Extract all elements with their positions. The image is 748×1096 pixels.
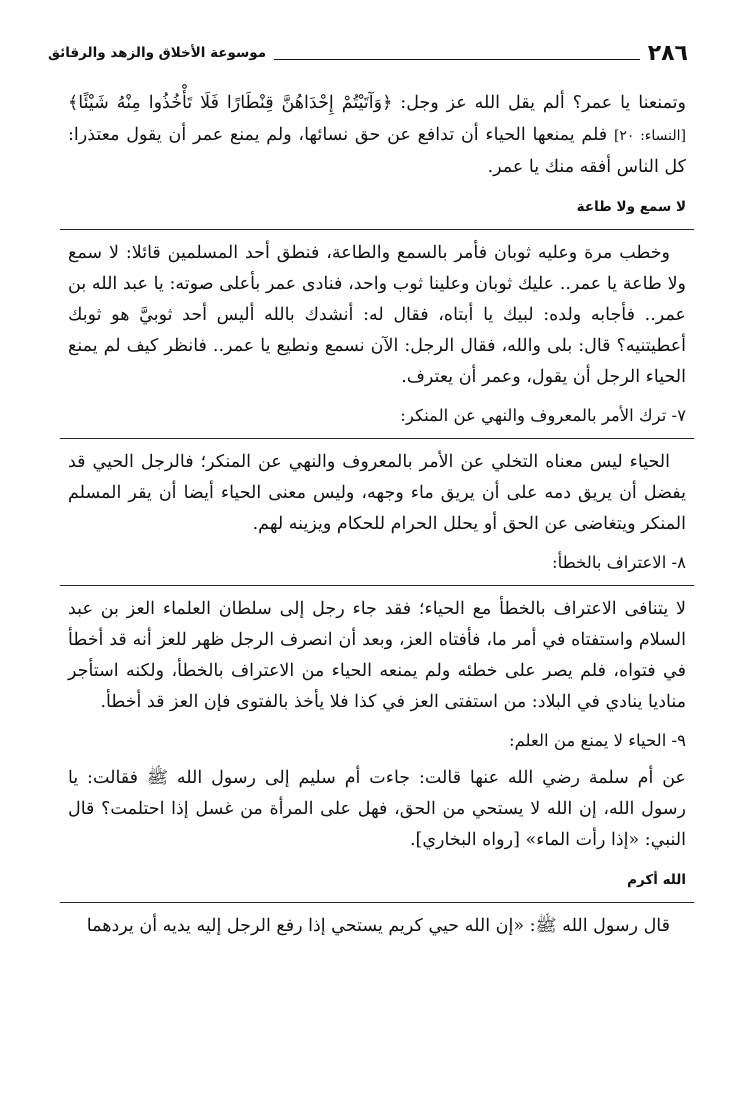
- page-number: ٢٨٦: [647, 40, 688, 66]
- no-obedience-paragraph: وخطب مرة وعليه ثوبان فأمر بالسمع والطاعة، فنطق أحد المسلمين قائلا: لا سمع ولا طاعة يا عمر.. عليك ثوبان وعلينا ثوب واحد، فنادى عمر بأعلى صوته: يا عبد الله بن عمر.. فأجابه ولده: لبيك يا أبتاه، فقال له: أنشدك بالله أليس أحد ثوبيَّ هو ثوبك أعطيتنيه؟ قال: بلى والله، فقال الرجل: الآن نسمع ونطيع يا عمر.. فانظر كيف لم يمنع الحياء الرجل أن يقول، وعمر أن يعترف.: [68, 243, 686, 387]
- heading-section-8: ٨- الاعتراف بالخطأ:: [552, 553, 686, 572]
- section-9-paragraph: [68, 763, 686, 856]
- heading-generous: الله أكرم: [627, 872, 686, 888]
- quran-citation: [النساء: ٢٠]: [613, 128, 686, 144]
- generous-text: قال رسول الله ﷺ:: [524, 916, 670, 936]
- section-9-text: عن أم سلمة رضي الله عنها قالت: جاءت أم سليم إلى رسول الله ﷺ فقالت: يا رسول الله، إن الله لا يستحي من الحق، فهل على المرأة من غسل إذا احتلمت؟ قال النبي:: [68, 768, 686, 850]
- section-8-paragraph: لا يتنافى الاعتراف بالخطأ مع الحياء؛ فقد جاء رجل إلى سلطان العلماء العز بن عبد السلام واستفتاه في أمر ما، فأفتاه العز، وبعد أن انصرف الرجل ظهر للعز أنه قد أخطأ في فتواه، فلم يصر على خطئه ولم يمنعه الحياء من الاعتراف بالخطأ، ولكنه استأجر مناديا ينادي في البلاد: من استفتى العز في كذا فلا يأخذ بالفتوى فإن العز قد أخطأ.: [68, 599, 687, 712]
- hadith-citation: [رواه البخاري].: [409, 830, 526, 850]
- series-title: موسوعة الأخلاق والزهد والرقائق: [48, 45, 267, 61]
- page-body: [68, 88, 686, 949]
- separator-line: [60, 438, 694, 439]
- separator-line: [60, 902, 694, 903]
- intro-paragraph: [68, 88, 686, 183]
- intro-continuation: فلم يمنعها الحياء أن تدافع عن حق نسائها، ولم يمنع عمر أن يقول معتذرا: كل الناس أفقه منك يا عمر.: [68, 125, 686, 177]
- heading-section-9: ٩- الحياء لا يمنع من العلم:: [509, 731, 686, 750]
- heading-section-7: ٧- ترك الأمر بالمعروف والنهي عن المنكر:: [400, 406, 686, 425]
- heading-no-obedience: لا سمع ولا طاعة: [576, 199, 686, 215]
- quran-verse: ﴿وَآتَيْتُمْ إِحْدَاهُنَّ قِنْطَارًا فَلَا تَأْخُذُوا مِنْهُ شَيْئًا﴾: [68, 93, 393, 113]
- separator-line: [60, 229, 694, 230]
- header-rule: [274, 59, 640, 60]
- generous-paragraph: [68, 911, 686, 942]
- hadith-quote: «إذا رأت الماء»: [525, 830, 640, 850]
- separator-line: [60, 585, 694, 586]
- intro-text: وتمنعنا يا عمر؟ ألم يقل الله عز وجل:: [392, 93, 687, 113]
- hadith-quote: «إن الله حيي كريم يستحي إذا رفع الرجل إليه يديه أن يردهما: [86, 916, 525, 936]
- section-7-paragraph: الحياء ليس معناه التخلي عن الأمر بالمعروف والنهي عن المنكر؛ فالرجل الحيي قد يفضل أن يريق دمه على أن يريق ماء وجهه، وليس معنى الحياء أيضا أن يقر المسلم المنكر ويتغاضى عن الحق أو يحلل الحرام للحكام ويزينه لهم.: [68, 452, 686, 534]
- page-header: [48, 38, 688, 68]
